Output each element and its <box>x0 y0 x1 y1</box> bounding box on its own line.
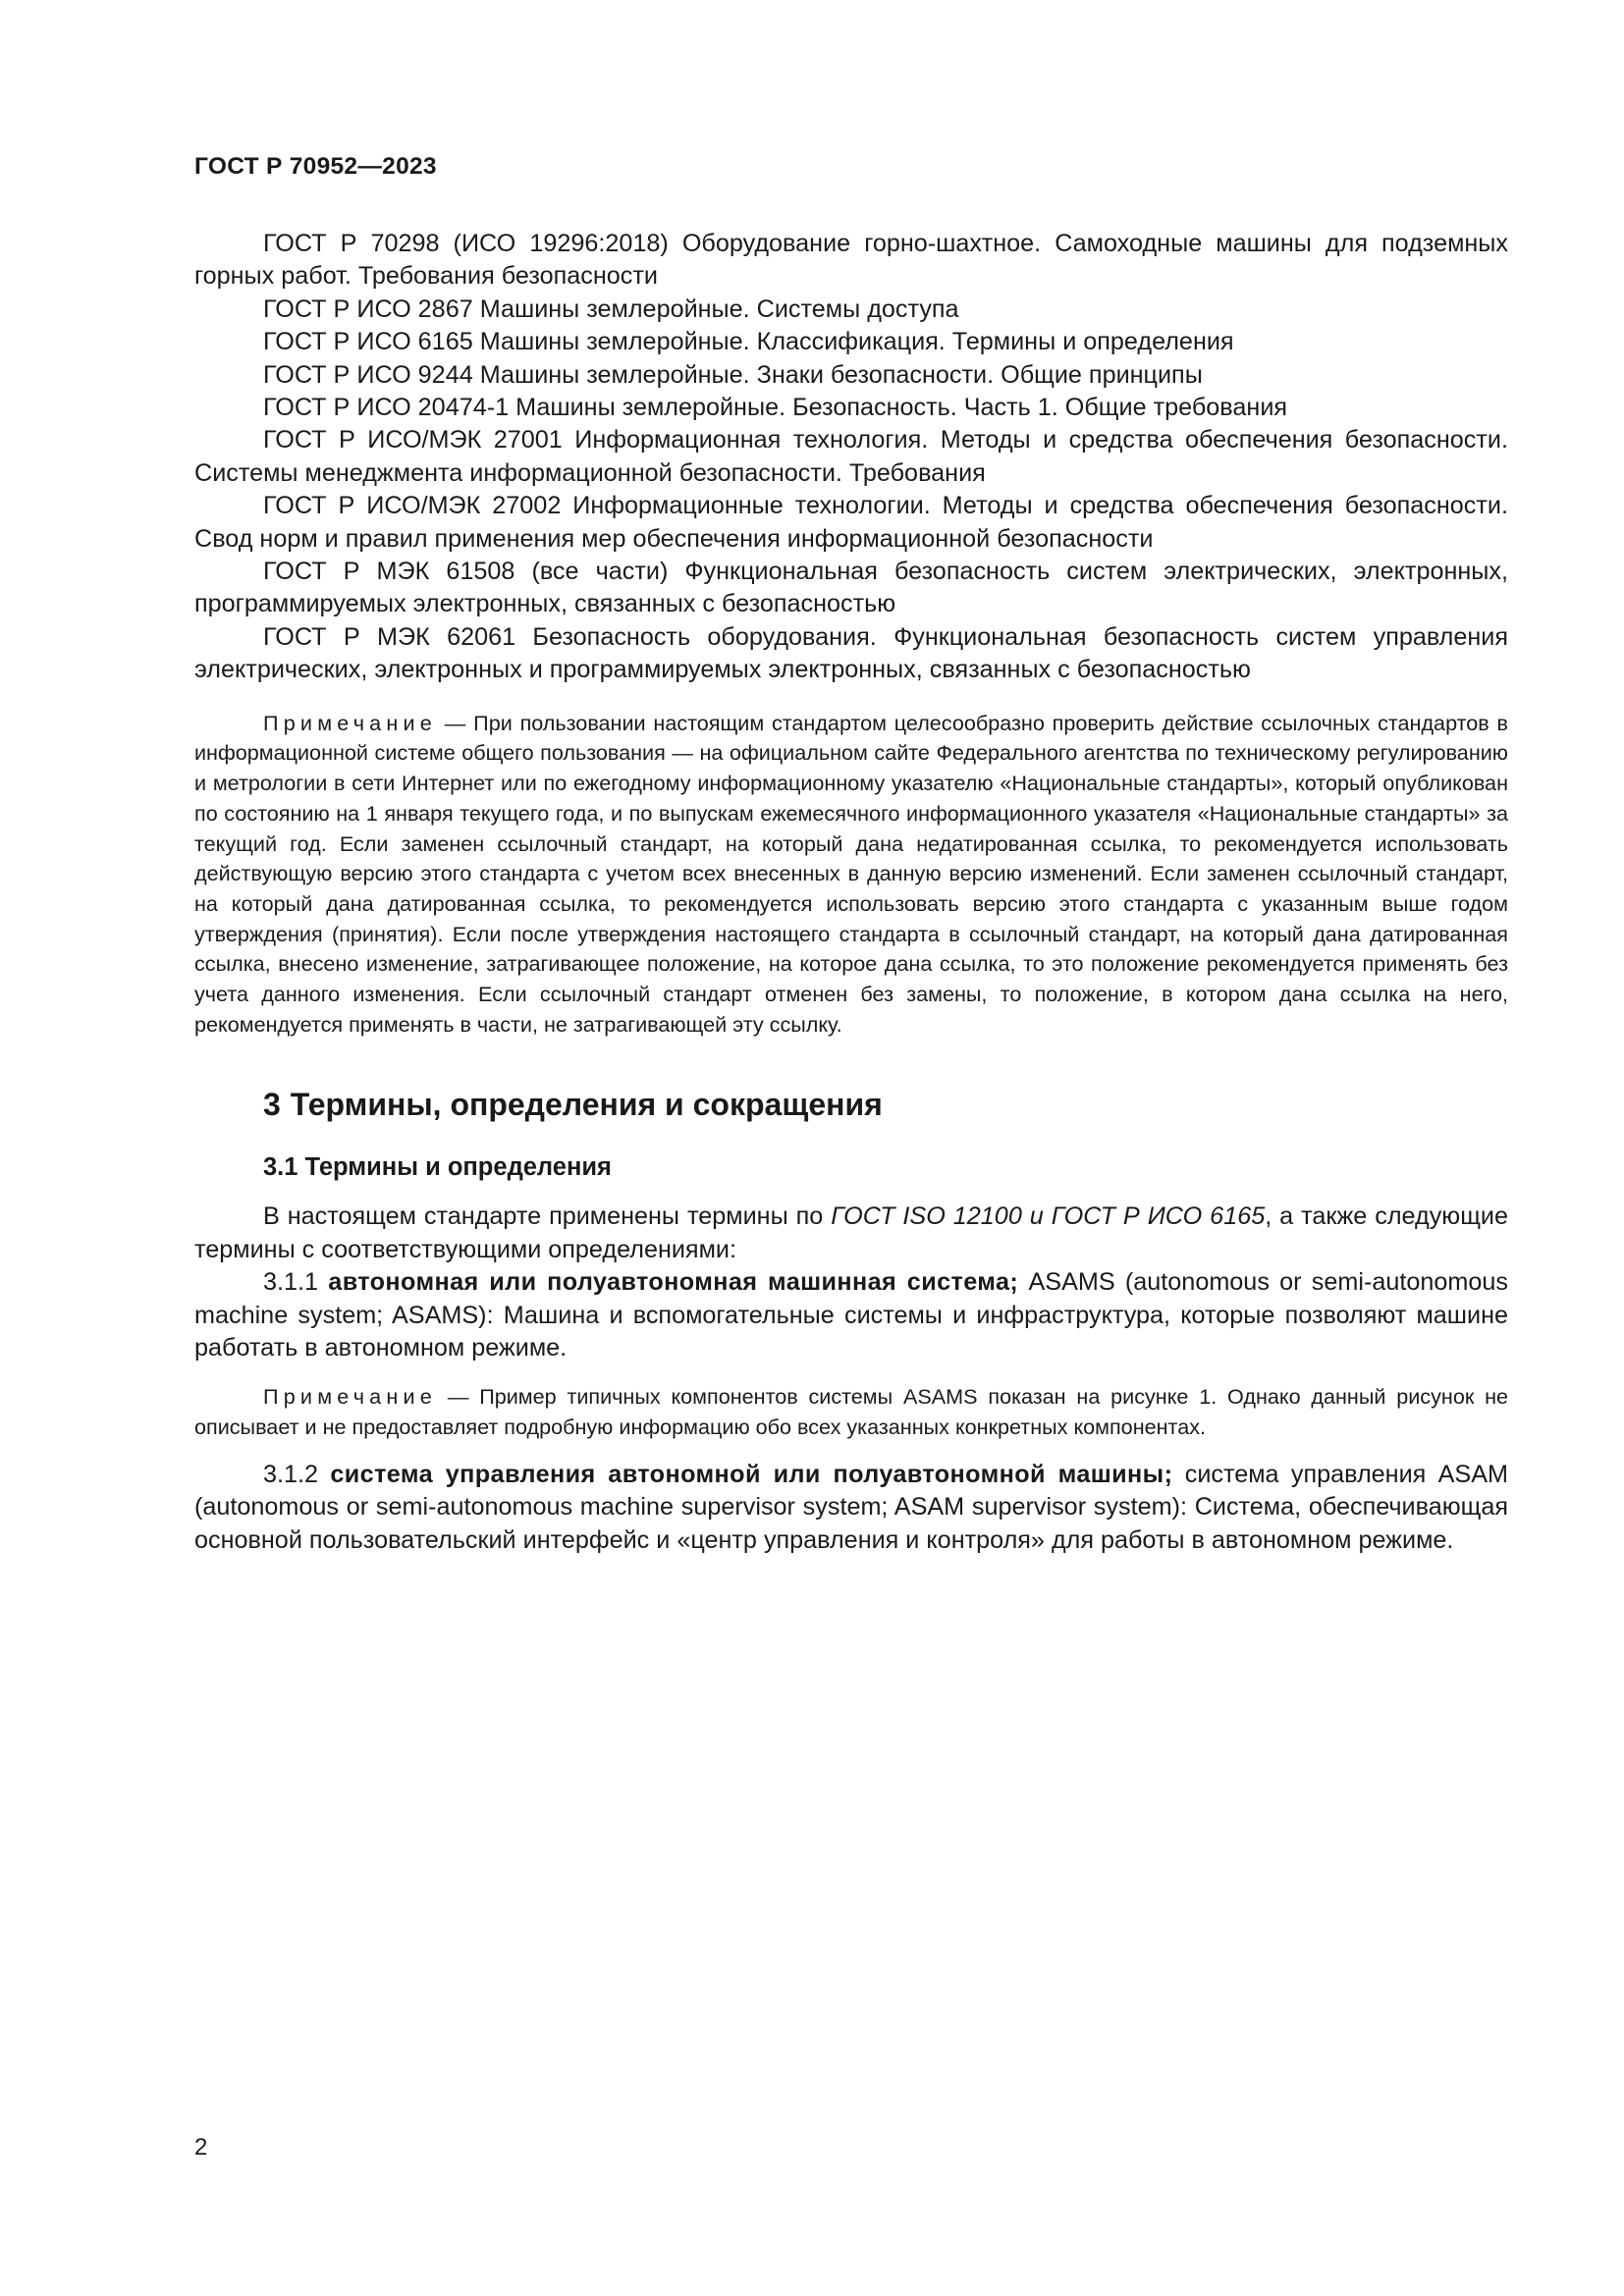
intro-text-end: , а также следующие термины с соответствующими определениями: <box>194 1202 1508 1263</box>
reference-item: ГОСТ Р ИСО/МЭК 27001 Информационная технология. Методы и средства обеспечения безопасности. Системы менеджмента информационной безопасности. Требования <box>194 426 1508 487</box>
intro-standards: ГОСТ ISO 12100 и ГОСТ Р ИСО 6165 <box>831 1202 1266 1231</box>
document-header: ГОСТ Р 70952—2023 <box>194 153 437 180</box>
references-note <box>194 709 1508 1041</box>
section-heading <box>263 1085 1508 1124</box>
reference-item: ГОСТ Р ИСО 20474-1 Машины землеройные. Безопасность. Часть 1. Общие требования <box>263 394 1288 422</box>
note-label: Примечание <box>263 1384 437 1410</box>
term-number: 3.1.2 <box>263 1460 319 1488</box>
reference-item: ГОСТ Р 70298 (ИСО 19296:2018) Оборудование горно-шахтное. Самоходные машины для подземных горных работ. Требования безопасности <box>194 230 1508 291</box>
page-number: 2 <box>194 2134 208 2161</box>
subsection-heading: 3.1 Термины и определения <box>263 1153 612 1182</box>
reference-item: ГОСТ Р ИСО 2867 Машины землеройные. Системы доступа <box>263 294 959 323</box>
term-name: система управления автономной или полуавтономной машины; <box>330 1460 1173 1488</box>
intro-text: В настоящем стандарте применены термины по <box>263 1202 832 1231</box>
section-intro <box>194 1201 1508 1266</box>
section-title: Термины, определения и сокращения <box>290 1087 883 1123</box>
term-definition: система управления ASAM (autonomous or semi-autonomous machine supervisor system; ASAM supervisor system): Система, обеспечивающая основной пользовательский интерфейс и «центр управления и контроля» для работы в автономном режиме. <box>194 1460 1508 1554</box>
section-number: 3 <box>263 1087 281 1123</box>
reference-item: ГОСТ Р ИСО 9244 Машины землеройные. Знаки безопасности. Общие принципы <box>263 360 1203 389</box>
term-entry <box>194 1266 1508 1364</box>
document-body <box>194 228 1508 1557</box>
reference-item: ГОСТ Р МЭК 62061 Безопасность оборудования. Функциональная безопасность систем управления электрических, электронных и программируемых электронных, связанных с безопасностью <box>194 622 1508 684</box>
term-number: 3.1.1 <box>263 1268 319 1297</box>
term-definition: ASAMS (autonomous or semi-autonomous machine system; ASAMS): Машина и вспомогательные системы и инфраструктура, которые позволяют машине работать в автономном режиме. <box>194 1268 1508 1362</box>
term-name: автономная или полуавтономная машинная система; <box>328 1268 1019 1297</box>
note-text: — Пример типичных компонентов системы ASAMS показан на рисунке 1. Однако данный рисунок не описывает и не предоставляет подробную информацию обо всех указанных конкретных компонентах. <box>194 1384 1509 1440</box>
term-note <box>194 1382 1508 1442</box>
term-entry <box>194 1459 1508 1557</box>
note-label: Примечание <box>263 710 437 735</box>
note-text: — При пользовании настоящим стандартом целесообразно проверить действие ссылочных стандартов в информационной системе общего пользования — на официальном сайте Федерального агентства по техническому регулированию и метрологии в сети Интернет или по ежегодному информационному указателю «Национальные стандарты», который опубликован по состоянию на 1 января текущего года, и по выпускам ежемесячного информационного указателя «Национальные стандарты» за текущий год. Если заменен ссылочный стандарт, на который дана недатированная ссылка, то рекомендуется использовать действующую версию этого стандарта с учетом всех внесенных в данную версию изменений. Если заменен ссылочный стандарт, на который дана датированная ссылка, то рекомендуется использовать версию этого стандарта с указанным выше годом утверждения (принятия). Если после утверждения настоящего стандарта в ссылочный стандарт, на который дана датированная ссылка, внесено изменение, затрагивающее положение, на которое дана ссылка, то это положение рекомендуется применять без учета данного изменения. Если ссылочный стандарт отменен без замены, то положение, в котором дана ссылка на него, рекомендуется применять в части, не затрагивающей эту ссылку. <box>194 710 1508 1037</box>
reference-item: ГОСТ Р ИСО 6165 Машины землеройные. Классификация. Термины и определения <box>263 328 1234 356</box>
reference-item: ГОСТ Р ИСО/МЭК 27002 Информационные технологии. Методы и средства обеспечения безопасности. Свод норм и правил применения мер обеспечения информационной безопасности <box>194 492 1508 553</box>
reference-item: ГОСТ Р МЭК 61508 (все части) Функциональная безопасность систем электрических, электронных, программируемых электронных, связанных с безопасностью <box>194 558 1508 618</box>
